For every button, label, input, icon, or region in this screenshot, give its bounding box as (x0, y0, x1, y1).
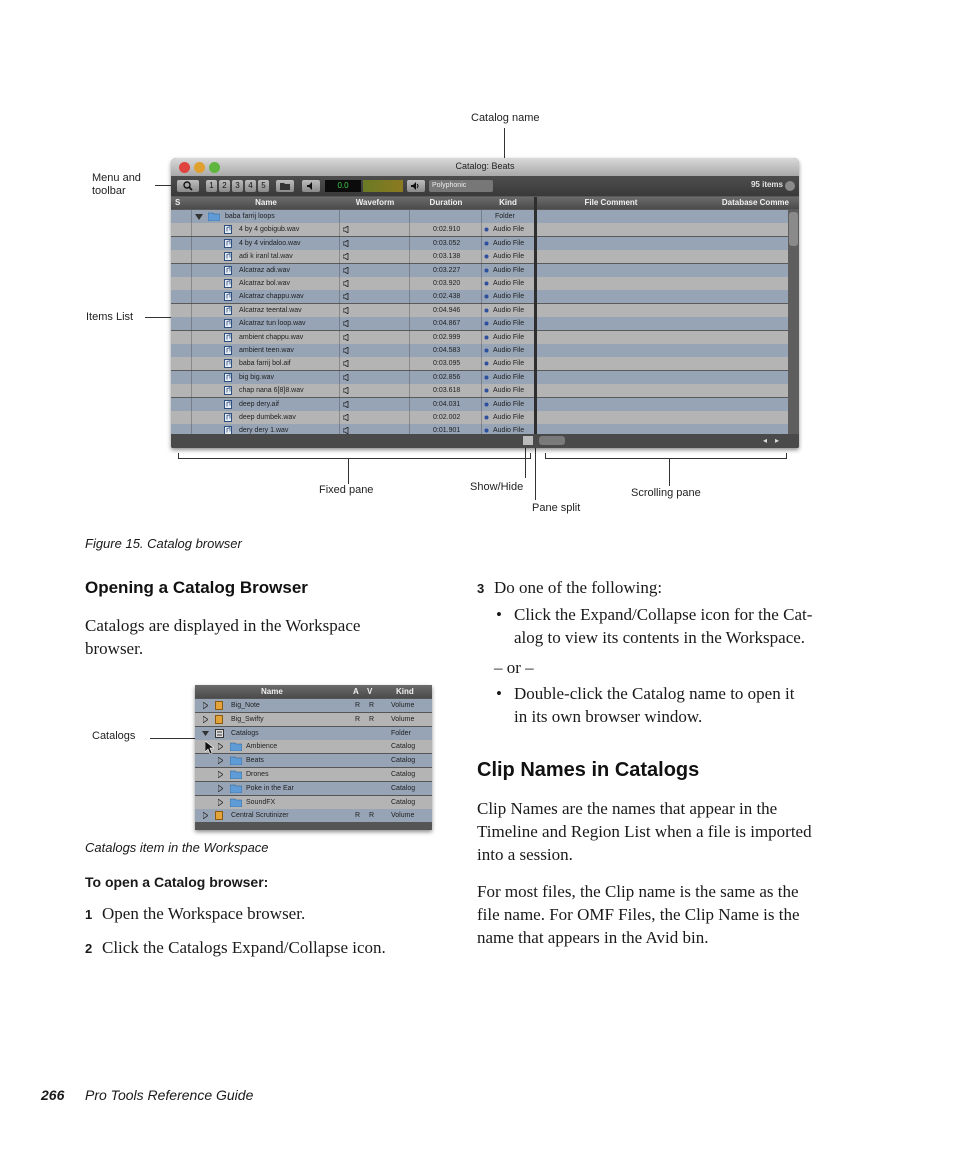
step-number: 2 (85, 941, 93, 956)
item-duration: 0:03.095 (433, 360, 461, 367)
expand-triangle-icon[interactable] (203, 812, 208, 819)
column-divider (191, 210, 192, 434)
audio-file-icon (224, 306, 232, 315)
table-row[interactable] (171, 304, 799, 317)
speaker-icon[interactable] (343, 374, 351, 381)
bullet-marker: • (496, 605, 502, 624)
item-kind: Audio File (493, 267, 525, 274)
item-count: 95 items (750, 180, 783, 189)
list-item[interactable] (195, 727, 432, 740)
item-duration: 0:03.138 (433, 253, 461, 260)
audio-file-icon (224, 413, 232, 422)
step-text: Do one of the following: (494, 578, 663, 597)
file-status-icon (484, 294, 489, 299)
item-kind: Audio File (493, 387, 525, 394)
playback-mode-selector[interactable]: Polyphonic (429, 180, 493, 192)
catalog-folder-icon (230, 756, 242, 765)
paragraph (477, 797, 812, 866)
callout-catalogs: Catalogs (92, 730, 136, 742)
volume-drive-icon (215, 715, 223, 724)
file-status-icon (484, 268, 489, 273)
audio-file-icon (224, 252, 232, 261)
item-name: adi k iranl tal.wav (239, 253, 293, 260)
item-name: ambient teen.wav (239, 347, 294, 354)
audio-file-icon (224, 400, 232, 409)
toolbar (171, 176, 799, 196)
text-line: Clip Names are the names that appear in the (477, 799, 778, 818)
leader-line (348, 458, 349, 484)
window-title: Catalog: Beats (455, 161, 515, 171)
file-status-icon (484, 335, 489, 340)
item-kind: Audio File (493, 320, 525, 327)
speaker-icon (307, 182, 315, 190)
leader-line (535, 448, 536, 500)
folder-icon (208, 212, 220, 221)
column-name[interactable]: Name (261, 687, 283, 696)
callout-show-hide: Show/Hide (470, 481, 524, 493)
bracket-line (178, 458, 530, 459)
view-preset-4-button[interactable]: 4 (245, 180, 256, 192)
item-name: big big.wav (239, 374, 275, 381)
item-duration: 0:02.438 (433, 293, 461, 300)
item-name: Central Scrutinizer (231, 812, 289, 820)
horizontal-scroll-thumb[interactable] (539, 436, 565, 445)
paragraph (477, 880, 800, 949)
item-duration: 0:03.920 (433, 280, 461, 287)
list-item[interactable] (195, 809, 432, 822)
item-name: Alcatraz tun loop.wav (239, 320, 306, 327)
audition-counter: 0.0 (325, 180, 361, 192)
view-preset-2-button[interactable]: 2 (219, 180, 230, 192)
item-duration: 0:02.999 (433, 334, 461, 341)
video-permission: R (369, 702, 375, 709)
bullet-marker: • (496, 684, 502, 703)
folder-name: baba farrij loops (225, 213, 275, 220)
list-item[interactable] (195, 768, 432, 781)
item-kind: Audio File (493, 360, 525, 367)
file-status-icon (484, 361, 489, 366)
expand-triangle-icon[interactable] (203, 716, 208, 723)
item-duration: 0:02.856 (433, 374, 461, 381)
file-status-icon (484, 281, 489, 286)
item-duration: 0:04.583 (433, 347, 461, 354)
table-row[interactable] (171, 424, 799, 434)
text-line: browser. (85, 639, 144, 658)
folder-icon (280, 182, 290, 190)
item-kind: Volume (391, 715, 415, 723)
items-list (171, 210, 799, 434)
text-line: name that appears in the Avid bin. (477, 928, 709, 947)
item-name: Poke in the Ear (246, 784, 294, 792)
file-status-icon (484, 241, 489, 246)
callout-pane-split: Pane split (532, 502, 581, 514)
item-kind: Catalog (391, 798, 416, 806)
item-name: Alcatraz adi.wav (239, 267, 290, 274)
leader-line (504, 128, 505, 158)
expand-triangle-icon[interactable] (218, 771, 223, 778)
audio-permission: R (355, 715, 361, 723)
expand-triangle-icon[interactable] (218, 799, 223, 806)
folder-button[interactable] (276, 180, 294, 192)
audio-file-icon (224, 319, 232, 328)
column-kind[interactable]: Kind (499, 198, 517, 207)
view-preset-1-button[interactable]: 1 (206, 180, 217, 192)
speaker-icon[interactable] (343, 387, 351, 394)
scroll-right-icon[interactable]: ▸ (775, 436, 780, 445)
table-row[interactable] (171, 250, 799, 263)
item-kind: Audio File (493, 280, 525, 287)
audio-file-icon (224, 426, 232, 434)
text-line: in its own browser window. (514, 707, 703, 726)
table-row[interactable] (171, 371, 799, 384)
column-video[interactable]: V (367, 687, 373, 696)
item-kind: Audio File (493, 226, 525, 233)
column-status[interactable]: S (175, 198, 181, 207)
item-name: ambient chappu.wav (239, 334, 304, 341)
text-line: Double-click the Catalog name to open it (514, 684, 795, 703)
speaker-icon[interactable] (343, 347, 351, 354)
list-item[interactable] (195, 713, 432, 726)
table-row[interactable] (171, 398, 799, 411)
speaker-icon[interactable] (343, 293, 351, 300)
file-status-icon (484, 375, 489, 380)
expand-triangle-icon[interactable] (218, 743, 223, 750)
item-kind: Audio File (493, 374, 525, 381)
file-status-icon (484, 402, 489, 407)
column-divider (339, 210, 340, 434)
item-duration: 0:04.031 (433, 401, 461, 408)
item-kind: Audio File (493, 307, 525, 314)
speaker-icon[interactable] (343, 401, 351, 408)
bullet-text (514, 682, 794, 728)
expand-triangle-icon[interactable] (203, 702, 208, 709)
text-line: into a session. (477, 845, 573, 864)
view-preset-5-button[interactable]: 5 (258, 180, 269, 192)
video-permission: R (369, 715, 375, 723)
audio-file-icon (224, 386, 232, 395)
list-item[interactable] (195, 740, 432, 753)
audio-file-icon (224, 292, 232, 301)
mouse-cursor-icon (205, 741, 214, 759)
expand-triangle-icon[interactable] (218, 785, 223, 792)
file-status-icon (484, 348, 489, 353)
callout-text: Menu and (92, 172, 141, 184)
volume-drive-icon (215, 701, 223, 710)
item-kind: Audio File (493, 240, 525, 247)
leader-line (525, 448, 526, 478)
item-kind: Audio File (493, 401, 525, 408)
item-name: 4 by 4 vindaloo.wav (239, 240, 301, 247)
pane-split-handle[interactable] (534, 197, 537, 437)
catalog-folder-icon (230, 742, 242, 751)
column-name[interactable]: Name (255, 198, 277, 207)
section-heading: Clip Names in Catalogs (477, 759, 700, 781)
speaker-icon[interactable] (343, 226, 351, 233)
bullet-text (514, 603, 812, 649)
guide-title: Pro Tools Reference Guide (85, 1087, 254, 1103)
audio-file-icon (224, 333, 232, 342)
file-status-icon (484, 227, 489, 232)
item-name: Alcatraz bol.wav (239, 280, 290, 287)
item-name: Alcatraz chappu.wav (239, 293, 304, 300)
item-duration: 0:04.946 (433, 307, 461, 314)
column-database-comment[interactable]: Database Comme (721, 198, 789, 207)
item-name: Beats (246, 757, 264, 765)
catalogs-folder-icon (215, 729, 224, 738)
item-duration: 0:02.910 (433, 226, 461, 233)
audio-file-icon (224, 279, 232, 288)
speaker-icon[interactable] (343, 253, 351, 260)
item-name: dery dery 1.wav (239, 427, 289, 434)
speaker-icon[interactable] (343, 334, 351, 341)
item-duration: 0:03.618 (433, 387, 461, 394)
audition-button[interactable] (302, 180, 320, 192)
callout-items-list: Items List (86, 311, 134, 323)
item-duration: 0:01.901 (433, 427, 461, 434)
catalog-folder-icon (230, 770, 242, 779)
item-duration: 0:03.227 (433, 267, 461, 274)
table-row[interactable] (171, 331, 799, 344)
item-kind: Audio File (493, 427, 525, 434)
or-separator: – or – (494, 658, 534, 677)
item-name: baba farrij bol.aif (239, 360, 291, 367)
item-kind: Catalog (391, 784, 416, 792)
item-kind: Audio File (493, 414, 525, 421)
window-bottom-bar (171, 434, 799, 448)
callout-catalog-name: Catalog name (471, 112, 540, 124)
catalog-folder-icon (230, 784, 242, 793)
item-duration: 0:04.867 (433, 320, 461, 327)
audio-file-icon (224, 346, 232, 355)
catalog-browser-window (171, 158, 799, 448)
audio-file-icon (224, 239, 232, 248)
callout-text: toolbar (92, 185, 126, 197)
collapse-triangle-icon[interactable] (195, 214, 203, 220)
item-kind: Audio File (493, 334, 525, 341)
table-row[interactable] (171, 223, 799, 236)
item-duration: 0:02.002 (433, 414, 461, 421)
text-line: alog to view its contents in the Workspace. (514, 628, 806, 647)
item-name: Big_Note (231, 702, 260, 709)
audio-file-icon (224, 225, 232, 234)
list-item[interactable] (195, 796, 432, 809)
audio-file-icon (224, 266, 232, 275)
audio-file-icon (224, 373, 232, 382)
item-name: chap nana 6[8]8.wav (239, 387, 304, 394)
column-kind[interactable]: Kind (396, 687, 414, 696)
magnifier-icon (183, 181, 193, 191)
item-name: Big_Swifty (231, 715, 264, 723)
preview-volume-button[interactable] (407, 180, 425, 192)
bracket-line (786, 453, 787, 459)
callout-menu-toolbar (92, 172, 141, 198)
item-kind: Catalog (391, 771, 416, 778)
file-status-icon (484, 321, 489, 326)
column-waveform[interactable]: Waveform (355, 198, 395, 207)
scrollbar-thumb[interactable] (789, 212, 798, 246)
item-kind: Catalog (391, 757, 416, 765)
procedure-title: To open a Catalog browser: (85, 874, 269, 890)
table-row[interactable] (171, 290, 799, 303)
item-name: 4 by 4 gobigub.wav (239, 226, 300, 233)
list-item[interactable] (195, 754, 432, 767)
list-item[interactable] (195, 699, 432, 712)
callout-fixed-pane: Fixed pane (319, 484, 374, 496)
column-header-row (195, 685, 432, 698)
table-row[interactable] (171, 277, 799, 290)
speaker-icon[interactable] (343, 427, 351, 434)
speaker-icon[interactable] (343, 280, 351, 287)
step-number: 3 (477, 581, 485, 596)
audio-permission: R (355, 812, 361, 820)
expand-collapse-icon[interactable] (202, 731, 209, 736)
speaker-icon[interactable] (343, 360, 351, 367)
list-item[interactable] (195, 782, 432, 795)
catalog-folder-icon (230, 798, 242, 807)
workspace-browser-crop (195, 685, 432, 830)
item-name: Drones (246, 771, 269, 778)
scroll-left-icon[interactable]: ◂ (763, 436, 768, 445)
step-number: 1 (85, 907, 93, 922)
text-line: Catalogs are displayed in the Workspace (85, 616, 361, 635)
item-name: Alcatraz teental.wav (239, 307, 302, 314)
column-duration[interactable]: Duration (429, 198, 463, 207)
text-line: file name. For OMF Files, the Clip Name is the (477, 905, 800, 924)
item-kind: Catalog (391, 743, 416, 751)
expand-triangle-icon[interactable] (218, 757, 223, 764)
browser-menu-button[interactable] (177, 180, 199, 192)
item-kind: Folder (495, 213, 515, 220)
text-line: Timeline and Region List when a file is imported (477, 822, 812, 841)
item-kind: Volume (391, 702, 415, 709)
options-menu-icon[interactable] (785, 181, 795, 191)
speaker-icon[interactable] (343, 267, 351, 274)
column-file-comment[interactable]: File Comment (584, 198, 638, 207)
show-hide-pane-button[interactable] (523, 436, 533, 445)
table-row[interactable] (171, 237, 799, 250)
view-preset-3-button[interactable]: 3 (232, 180, 243, 192)
video-permission: R (369, 812, 375, 820)
item-name: Catalogs (231, 729, 259, 737)
speaker-icon[interactable] (343, 320, 351, 327)
table-row[interactable] (171, 384, 799, 397)
item-name: deep dery.aif (239, 401, 279, 408)
file-status-icon (484, 415, 489, 420)
callout-scrolling-pane: Scrolling pane (631, 487, 701, 499)
file-status-icon (484, 428, 489, 433)
table-row[interactable] (171, 411, 799, 424)
speaker-icon[interactable] (343, 414, 351, 421)
figure-caption: Figure 15. Catalog browser (85, 536, 242, 551)
page-number: 266 (41, 1087, 65, 1103)
leader-line (669, 458, 670, 486)
file-status-icon (484, 254, 489, 259)
column-header-row (171, 197, 799, 209)
table-row[interactable] (171, 264, 799, 277)
column-divider (481, 210, 482, 434)
table-row[interactable] (171, 210, 799, 223)
workspace-caption: Catalogs item in the Workspace (85, 840, 269, 855)
volume-icon (411, 182, 421, 190)
item-duration: 0:03.052 (433, 240, 461, 247)
table-row[interactable] (171, 317, 799, 330)
item-kind: Volume (391, 812, 415, 820)
step-text: Open the Workspace browser. (102, 904, 306, 923)
text-line: For most files, the Clip name is the same as the (477, 882, 799, 901)
level-meter (363, 180, 403, 192)
item-kind: Audio File (493, 347, 525, 354)
leader-line (155, 185, 171, 186)
leader-line (145, 317, 171, 318)
section-heading: Opening a Catalog Browser (85, 578, 308, 597)
volume-drive-icon (215, 811, 223, 820)
bracket-line (530, 453, 531, 459)
audio-file-icon (224, 359, 232, 368)
step-text: Click the Catalogs Expand/Collapse icon. (102, 938, 386, 957)
item-name: Ambience (246, 743, 278, 751)
table-row[interactable] (171, 357, 799, 370)
item-kind: Audio File (493, 253, 525, 260)
column-divider (409, 210, 410, 434)
bracket-line (545, 458, 787, 459)
text-line: Click the Expand/Collapse icon for the Cat- (514, 605, 813, 624)
intro-paragraph (85, 614, 360, 660)
title-bar[interactable] (171, 158, 799, 176)
audio-permission: R (355, 702, 361, 709)
file-status-icon (484, 308, 489, 313)
item-name: SoundFX (246, 798, 276, 806)
table-row[interactable] (171, 344, 799, 357)
item-name: deep dumbek.wav (239, 414, 296, 421)
item-kind: Folder (391, 729, 411, 737)
file-status-icon (484, 388, 489, 393)
speaker-icon[interactable] (343, 307, 351, 314)
item-kind: Audio File (493, 293, 525, 300)
speaker-icon[interactable] (343, 240, 351, 247)
column-audio[interactable]: A (353, 687, 359, 696)
